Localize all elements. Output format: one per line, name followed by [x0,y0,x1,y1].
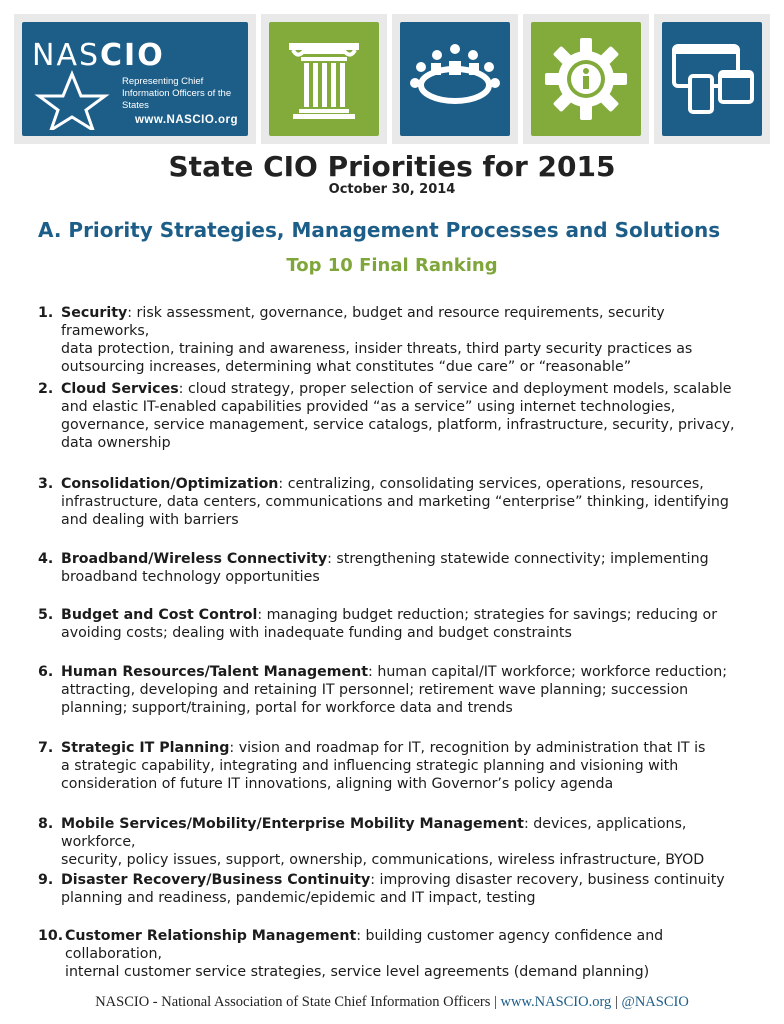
priority-number: 4. [38,551,54,567]
page-date: October 30, 2014 [328,182,456,197]
priority-text: security, policy issues, support, ownership, communications, wireless infrastructure, BYOD [61,852,705,868]
priority-item [38,739,748,793]
priority-name: Budget and Cost Control [61,607,258,623]
priority-item [38,550,748,586]
priority-text: planning and readiness, pandemic/epidemic and IT impact, testing [61,890,536,906]
priority-text: attracting, developing and retaining IT personnel; retirement wave planning; succession [61,682,689,698]
priority-name: Disaster Recovery/Business Continuity [61,872,371,888]
footer-separator: | [611,994,622,1010]
priority-number: 5. [38,607,54,623]
priority-text: : strengthening statewide connectivity; implementing [327,551,709,567]
priority-number: 1. [38,305,54,321]
priority-name: Cloud Services [61,381,179,397]
priority-text: : centralizing, consolidating services, operations, resources, [278,476,704,492]
priority-text: : risk assessment, governance, budget and resource requirements, security frameworks, [61,305,665,339]
priority-name: Security [61,305,128,321]
priority-name: Consolidation/Optimization [61,476,279,492]
priority-text: data ownership [61,435,171,451]
priority-text: : devices, applications, workforce, [61,816,687,850]
section-heading: A. Priority Strategies, Management Processes and Solutions [38,218,721,242]
logo-url: www.NASCIO.org [134,114,238,126]
priority-text: consideration of future IT innovations, aligning with Governor’s policy agenda [61,776,614,792]
priority-text: broadband technology opportunities [61,569,320,585]
priority-text: data protection, training and awareness, insider threats, third party security practices as [61,341,693,357]
page-title: State CIO Priorities for 2015 [168,150,616,183]
footer-org: NASCIO - National Association of State Chief Information Officers [95,994,491,1010]
priority-text: and dealing with barriers [61,512,239,528]
priority-number: 6. [38,664,54,680]
footer-handle-link[interactable]: @NASCIO [621,994,689,1010]
priority-name: Broadband/Wireless Connectivity [61,551,328,567]
priority-item [38,475,748,529]
priority-item [38,380,748,452]
priority-item [38,606,748,642]
priority-text: : human capital/IT workforce; workforce reduction; [368,664,728,680]
priority-item [38,871,748,907]
priority-text: and elastic IT-enabled capabilities provided “as a service” using internet technologies, [61,399,676,415]
priority-text: governance, service management, service catalogs, platform, infrastructure, security, privacy, [61,417,735,433]
priority-name: Strategic IT Planning [61,740,230,756]
priority-text: planning; support/training, portal for workforce data and trends [61,700,513,716]
priority-number: 8. [38,816,54,832]
priority-name: Customer Relationship Management [65,928,357,944]
priority-text: internal customer service strategies, service level agreements (demand planning) [65,964,650,980]
priority-text: : managing budget reduction; strategies for savings; reducing or [257,607,718,623]
priority-text: : cloud strategy, proper selection of service and deployment models, scalable [178,381,732,397]
priority-item [38,927,748,981]
priority-name: Mobile Services/Mobility/Enterprise Mobility Management [61,816,524,832]
priority-text: infrastructure, data centers, communications and marketing “enterprise” thinking, identifying [61,494,729,510]
priority-name: Human Resources/Talent Management [61,664,369,680]
priority-text: outsourcing increases, determining what constitutes “due care” or “reasonable” [61,359,632,375]
priority-number: 2. [38,381,54,397]
priority-number: 7. [38,740,54,756]
subsection-heading: Top 10 Final Ranking [286,255,498,276]
priority-text: : building customer agency confidence and collaboration, [65,928,664,962]
priority-text: : improving disaster recovery, business continuity [370,872,725,888]
priority-number: 3. [38,476,54,492]
priority-item [38,815,748,869]
priority-text: : vision and roadmap for IT, recognition by administration that IT is [229,740,706,756]
priority-item [38,304,748,376]
priority-text: avoiding costs; dealing with inadequate funding and budget constraints [61,625,572,641]
footer-url-link[interactable]: www.NASCIO.org [500,994,612,1010]
priority-number: 9. [38,872,54,888]
logo-nas-text: NAS [32,38,101,73]
footer-separator: | [490,994,501,1010]
priority-text: a strategic capability, integrating and influencing strategic planning and visioning with [61,758,679,774]
priority-item [38,663,748,717]
page-footer [0,994,784,1011]
priority-number: 10. [38,928,64,944]
logo-tagline: Representing Chief Information Officers of the States [122,76,232,111]
logo-cio-text: CIO [100,38,165,73]
